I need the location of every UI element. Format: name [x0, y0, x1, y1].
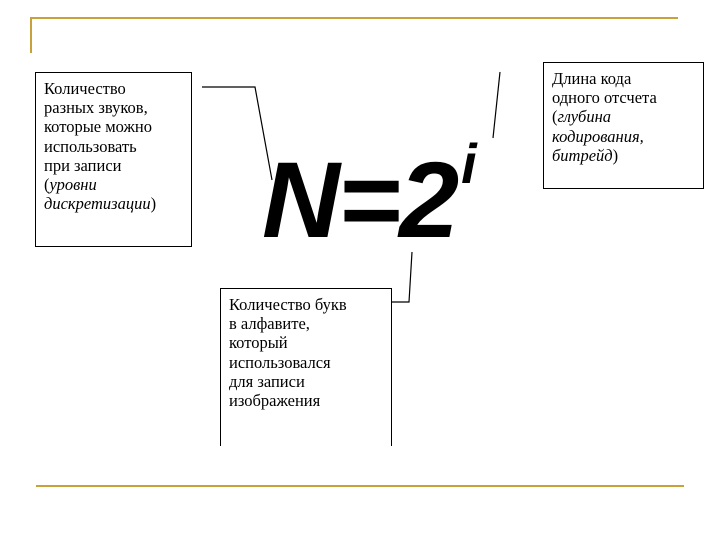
right-box-line-1: Длина кода: [552, 69, 632, 88]
bottom-box-line-4: использовался: [229, 352, 331, 372]
alphabet-size-box: [220, 288, 392, 446]
bottom-box-line-3: который: [229, 333, 288, 353]
code-length-box: [543, 62, 704, 189]
bottom-box-line-6: изображения: [229, 391, 321, 411]
right-box-note-line-3: битрейд): [552, 145, 619, 165]
left-box-line-4: использовать: [44, 136, 137, 156]
left-box-note-line-1: (уровни: [44, 175, 97, 195]
left-box-line-1: Количество: [44, 79, 126, 98]
bottom-box-line-2: в алфавите,: [229, 314, 310, 334]
right-connector: [493, 72, 500, 138]
left-box-line-5: при записи: [44, 155, 122, 175]
bottom-box-line-1: Количество букв: [229, 295, 347, 314]
sampling-levels-box: [35, 72, 192, 247]
right-box-note-line-2: кодирования,: [552, 126, 644, 146]
left-box-line-3: которые можно: [44, 117, 152, 137]
formula-base: N=2: [262, 139, 458, 260]
bottom-box-line-5: для записи: [229, 371, 305, 391]
right-box-line-2: одного отсчета: [552, 88, 657, 108]
left-box-note-line-2: дискретизации): [44, 194, 157, 214]
formula-exponent: i: [461, 132, 475, 195]
right-box-note-line-1: (глубина: [552, 107, 612, 127]
formula: [262, 132, 475, 272]
left-box-line-2: разных звуков,: [44, 98, 148, 118]
